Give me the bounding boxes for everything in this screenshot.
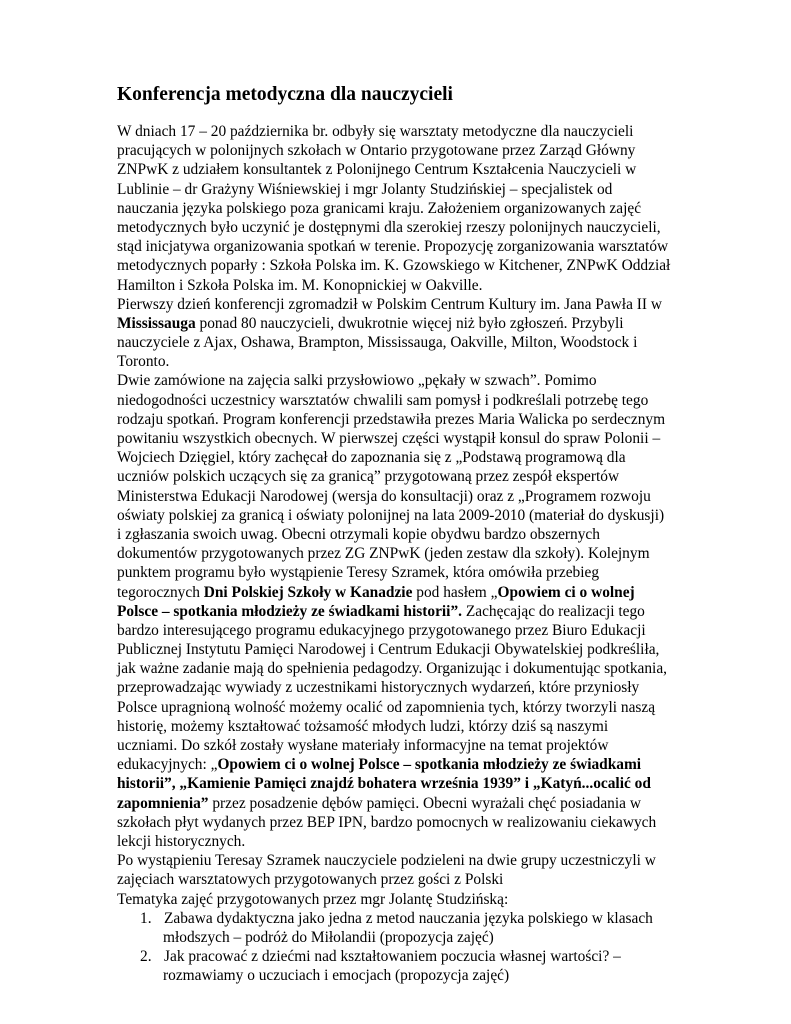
text-line [117, 314, 791, 333]
text-line [117, 276, 791, 295]
text-line [117, 160, 791, 179]
text-line [117, 755, 791, 774]
text-line [117, 295, 791, 314]
text-run: lekcji historycznych. [117, 832, 246, 850]
list-item-text: rozmawiamy o uczuciach i emocjach (propozycja zajęć) [163, 967, 510, 985]
text-line [117, 678, 791, 697]
text-line [117, 141, 791, 160]
text-line [117, 352, 791, 371]
text-run: tegorocznych [117, 583, 204, 601]
text-run: zajęciach warsztatowych przygotowanych przez gości z Polski [117, 871, 504, 889]
list-item [117, 966, 791, 985]
bold-text: Dni Polskiej Szkoły w Kanadzie [203, 583, 413, 601]
text-line [117, 429, 791, 448]
text-line [117, 410, 791, 429]
text-line [117, 371, 791, 390]
list-item-text: Zabawa dydaktyczna jako jedna z metod nauczania języka polskiego w klasach [164, 909, 653, 927]
text-run: pracujących w polonijnych szkołach w Ontario przygotowane przez Zarząd Główny [117, 142, 636, 160]
text-line [117, 467, 791, 486]
text-run: Tematyka zajęć przygotowanych przez mgr Jolantę Studzińską: [117, 890, 509, 908]
text-line [117, 583, 791, 602]
text-run: stąd inicjatywa organizowania spotkań w terenie. Propozycję zorganizowania warsztatów [117, 238, 669, 256]
text-run: metodycznych było uczynić je dostępnymi dla szerokiej rzeszy polonijnych nauczycieli, [117, 218, 661, 236]
text-line [117, 717, 791, 736]
text-run: rodzaju spotkań. Program konferencji przedstawiła prezes Maria Walicka po serdecznym [117, 410, 666, 428]
text-run: dokumentów przygotowanych przez ZG ZNPwK (jeden zestaw dla szkoły). Kolejnym [117, 545, 650, 563]
text-line [117, 237, 791, 256]
text-run: W dniach 17 – 20 października br. odbyły się warsztaty metodyczne dla nauczycieli [117, 123, 634, 140]
text-run: jak ważne zadanie mają do spełnienia pedagodzy. Organizując i dokumentując spotkania, [117, 660, 668, 678]
text-run: Toronto. [117, 353, 170, 371]
text-line [117, 333, 791, 352]
text-run: powitaniu wszystkich obecnych. W pierwszej części wystąpił konsul do spraw Polonii – [117, 430, 661, 447]
text-run: nauczyciele z Ajax, Oshawa, Brampton, Mississauga, Oakville, Milton, Woodstock i [117, 334, 638, 352]
text-run: przeprowadzając wywiady z uczestnikami historycznych wydarzeń, które przyniosły [117, 679, 640, 697]
list-item-text: młodszych – podróż do Miłolandii (propozycja zajęć) [163, 928, 494, 946]
text-run: bardzo interesującego programu edukacyjnego przygotowanego przez Biuro Edukacji [117, 621, 646, 639]
text-run: przez posadzenie dębów pamięci. Obecni wyrażali chęć posiadania w [208, 794, 641, 812]
text-run: punktem programu było wystąpienie Teresy Szramek, która omówiła przebieg [117, 564, 600, 582]
list-number: 2. [140, 948, 152, 966]
text-line [117, 180, 791, 199]
text-run: Lublinie – dr Grażyny Wiśniewskiej i mgr Jolanty Studzińskiej – specjalistek od [117, 180, 613, 198]
text-run: Polsce upragnioną wolność możemy ocalić od zapomnienia tych, którzy tworzyli naszą [117, 698, 656, 716]
bold-text: historii”, „Kamienie Pamięci znajdź bohatera września 1939” i „Katyń...ocalić od [117, 775, 651, 793]
text-run: Ministerstwa Edukacji Narodowej (wersja do konsultacji) oraz z „Programem rozwoju [117, 487, 651, 505]
text-run: Publicznej Instytutu Pamięci Narodowej i Centrum Edukacji Obywatelskiej podkreśliła, [117, 641, 660, 659]
text-line [117, 640, 791, 659]
text-line [117, 544, 791, 563]
text-line [117, 448, 791, 467]
text-line [117, 199, 791, 218]
bold-text: zapomnienia” [117, 794, 209, 812]
list-item [117, 909, 791, 928]
text-line [117, 391, 791, 410]
text-line [117, 851, 791, 870]
text-line [117, 698, 791, 717]
text-line [117, 218, 791, 237]
bold-text: Mississauga [117, 314, 196, 332]
text-run: Zachęcając do realizacji tego [462, 602, 645, 620]
text-line [117, 563, 791, 582]
text-run: historię, możemy kształtować tożsamość młodych ludzi, którzy dziś są naszymi [117, 717, 609, 735]
list-number: 1. [140, 909, 152, 927]
text-line [117, 794, 791, 813]
text-run: Hamilton i Szkoła Polska im. M. Konopnickiej w Oakville. [117, 276, 483, 294]
list-item [117, 928, 791, 947]
text-run: nauczania języka polskiego poza granicami kraju. Założeniem organizowanych zajęć [117, 199, 642, 217]
text-run: Wojciech Dzięgiel, który zachęcał do zapoznania się z „Podstawą programową dla [117, 449, 626, 467]
text-line [117, 870, 791, 889]
text-run: uczniami. Do szkół zostały wysłane materiały informacyjne na temat projektów [117, 737, 609, 754]
text-run: pod hasłem „ [412, 583, 498, 601]
text-line [117, 774, 791, 793]
text-line [117, 832, 791, 851]
text-line [117, 256, 791, 275]
text-run: niedogodności uczestnicy warsztatów chwalili sam pomysł i podkreślali potrzebę tego [117, 391, 649, 409]
text-run: Pierwszy dzień konferencji zgromadził w Polskim Centrum Kultury im. Jana Pawła II w [117, 295, 662, 313]
text-run: szkołach płyt wydanych przez BEP IPN, bardzo pomocnych w realizowaniu ciekawych [117, 813, 657, 831]
text-run: metodycznych poparły : Szkoła Polska im. K. Gzowskiego w Kitchener, ZNPwK Oddział [117, 257, 671, 275]
text-line [117, 122, 791, 141]
list-item [117, 947, 791, 966]
text-line [117, 659, 791, 678]
article-body [117, 122, 791, 985]
text-line [117, 813, 791, 832]
text-run: uczniów polskich uczących się za granicą” przygotowaną przez zespół ekspertów [117, 468, 620, 486]
bold-text: Opowiem ci o wolnej [497, 583, 635, 601]
text-line [117, 506, 791, 525]
text-run: oświaty polskiej za granicą i oświaty polonijnej na lata 2009-2010 (materiał do dyskusji) [117, 506, 665, 524]
page-title: Konferencja metodyczna dla nauczycieli [117, 84, 453, 105]
text-run: ponad 80 nauczycieli, dwukrotnie więcej niż było zgłoszeń. Przybyli [195, 314, 624, 332]
text-run: i zgłaszania swoich uwag. Obecni otrzymali kopie obydwu bardzo obszernych [117, 525, 600, 543]
text-line [117, 890, 791, 909]
text-line [117, 602, 791, 621]
text-run: Po wystąpieniu Teresay Szramek nauczyciele podzieleni na dwie grupy uczestniczyli w [117, 852, 656, 870]
text-line [117, 736, 791, 755]
bold-text: Opowiem ci o wolnej Polsce – spotkania młodzieży ze świadkami [217, 756, 642, 774]
text-line [117, 525, 791, 544]
text-run: ZNPwK z udziałem konsultantek z Polonijnego Centrum Kształcenia Nauczycieli w [117, 161, 637, 179]
text-run: edukacyjnych: „ [117, 756, 218, 774]
text-run: Dwie zamówione na zajęcia salki przysłowiowo „pękały w szwach”. Pomimo [117, 372, 597, 390]
bold-text: Polsce – spotkania młodzieży ze świadkami historii”. [117, 602, 462, 620]
list-item-text: Jak pracować z dziećmi nad kształtowaniem poczucia własnej wartości? – [164, 948, 621, 966]
text-line [117, 487, 791, 506]
text-line [117, 621, 791, 640]
